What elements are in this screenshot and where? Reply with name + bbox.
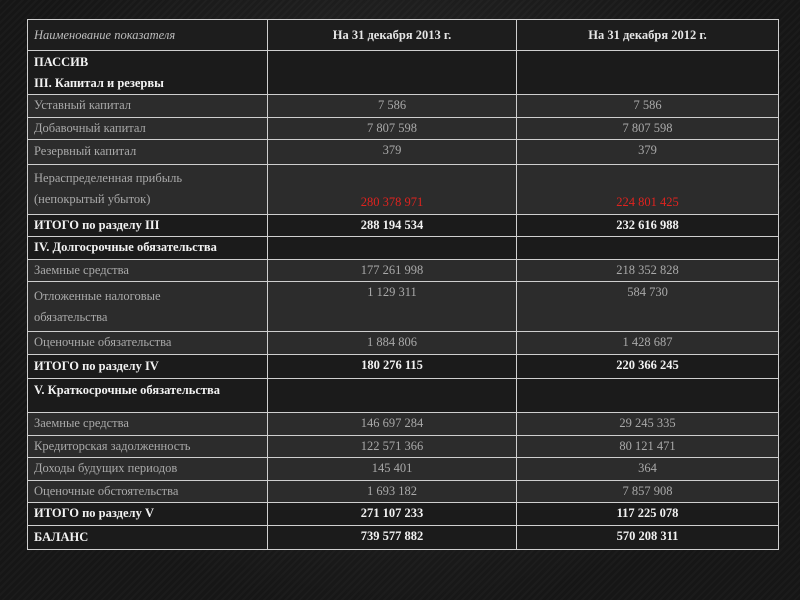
row-label <box>28 164 268 214</box>
value-2012: 218 352 828 <box>517 259 779 282</box>
empty-cell <box>517 237 779 260</box>
value-2013: 7 586 <box>268 95 517 118</box>
table-header-row <box>28 20 779 51</box>
total-row <box>28 503 779 526</box>
row-label: БАЛАНС <box>28 525 268 550</box>
value-2012: 7 857 908 <box>517 480 779 503</box>
value-2013: 280 378 971 <box>268 164 517 214</box>
table-row <box>28 259 779 282</box>
value-2013: 739 577 882 <box>268 525 517 550</box>
header-2012: На 31 декабря 2012 г. <box>517 20 779 51</box>
value-2013: 7 807 598 <box>268 117 517 140</box>
value-2012: 29 245 335 <box>517 413 779 436</box>
header-2013: На 31 декабря 2013 г. <box>268 20 517 51</box>
empty-cell <box>268 379 517 413</box>
table-row <box>28 164 779 214</box>
value-2012: 570 208 311 <box>517 525 779 550</box>
value-2013: 122 571 366 <box>268 435 517 458</box>
value-2013: 177 261 998 <box>268 259 517 282</box>
row-label: Уставный капитал <box>28 95 268 118</box>
row-label-line2: обязательства <box>34 309 108 324</box>
table-row <box>28 480 779 503</box>
liabilities-title-line2: III. Капитал и резервы <box>34 75 164 90</box>
header-indicator-name: Наименование показателя <box>28 20 268 51</box>
total-row <box>28 214 779 237</box>
row-label-line1: Отложенные налоговые <box>34 288 161 303</box>
table-row <box>28 117 779 140</box>
value-2012: 80 121 471 <box>517 435 779 458</box>
row-label: Кредиторская задолженность <box>28 435 268 458</box>
row-label: Оценочные обстоятельства <box>28 480 268 503</box>
value-2013: 145 401 <box>268 458 517 481</box>
table-row <box>28 282 779 332</box>
row-label: Заемные средства <box>28 413 268 436</box>
liabilities-title-line1: ПАССИВ <box>34 54 89 69</box>
row-label: ИТОГО по разделу IV <box>28 354 268 379</box>
liabilities-title <box>28 51 268 95</box>
value-2012: 379 <box>517 140 779 165</box>
row-label: Оценочные обязательства <box>28 332 268 355</box>
value-2012: 224 801 425 <box>517 164 779 214</box>
balance-sheet-table <box>27 19 779 550</box>
value-2012: 117 225 078 <box>517 503 779 526</box>
table-row <box>28 458 779 481</box>
value-2013: 271 107 233 <box>268 503 517 526</box>
table-row <box>28 140 779 165</box>
value-2012: 7 586 <box>517 95 779 118</box>
row-label: Добавочный капитал <box>28 117 268 140</box>
value-2013: 146 697 284 <box>268 413 517 436</box>
liabilities-section-row <box>28 51 779 95</box>
total-row <box>28 354 779 379</box>
value-2013: 379 <box>268 140 517 165</box>
row-label-line2: (непокрытый убыток) <box>34 192 151 206</box>
row-label-line1: Нераспределенная прибыль <box>34 171 183 185</box>
value-2012: 1 428 687 <box>517 332 779 355</box>
table-row <box>28 413 779 436</box>
row-label: Резервный капитал <box>28 140 268 165</box>
value-2012: 220 366 245 <box>517 354 779 379</box>
table-row <box>28 95 779 118</box>
section-title-row <box>28 379 779 413</box>
section-title: V. Краткосрочные обязательства <box>28 379 268 413</box>
value-2012: 364 <box>517 458 779 481</box>
empty-cell <box>517 379 779 413</box>
section-title: IV. Долгосрочные обязательства <box>28 237 268 260</box>
row-label: Доходы будущих периодов <box>28 458 268 481</box>
row-label: Заемные средства <box>28 259 268 282</box>
table-row <box>28 435 779 458</box>
value-2013: 1 884 806 <box>268 332 517 355</box>
empty-cell <box>268 237 517 260</box>
balance-row <box>28 525 779 550</box>
section-title-row <box>28 237 779 260</box>
value-2013: 180 276 115 <box>268 354 517 379</box>
empty-cell <box>268 51 517 95</box>
value-2012: 232 616 988 <box>517 214 779 237</box>
row-label <box>28 282 268 332</box>
value-2013: 1 693 182 <box>268 480 517 503</box>
row-label: ИТОГО по разделу V <box>28 503 268 526</box>
empty-cell <box>517 51 779 95</box>
value-2013: 288 194 534 <box>268 214 517 237</box>
table-row <box>28 332 779 355</box>
value-2013: 1 129 311 <box>268 282 517 332</box>
row-label: ИТОГО по разделу III <box>28 214 268 237</box>
value-2012: 584 730 <box>517 282 779 332</box>
value-2012: 7 807 598 <box>517 117 779 140</box>
